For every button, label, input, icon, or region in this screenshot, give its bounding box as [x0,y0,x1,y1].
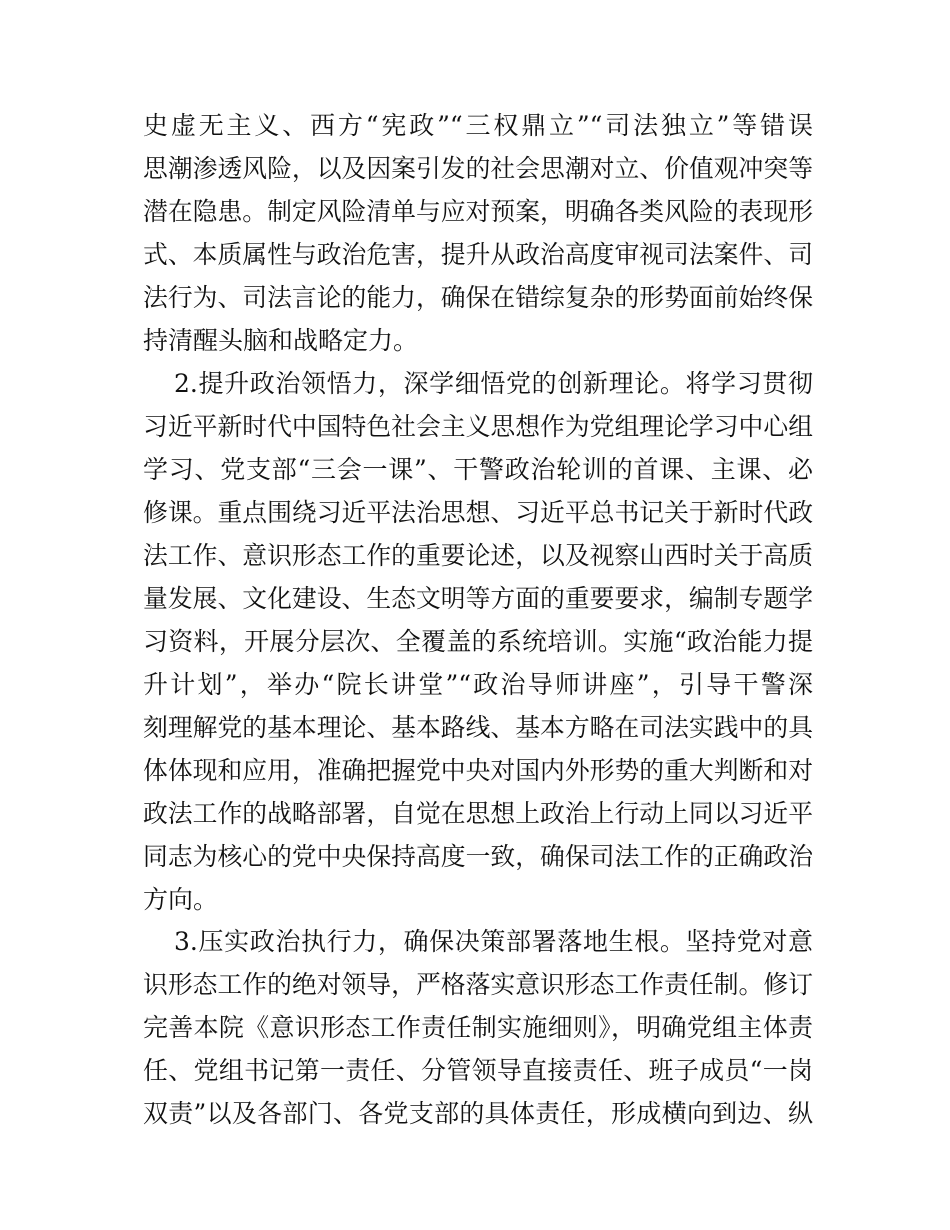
paragraph-3 [143,920,813,1135]
paragraph-2-line: 习资料，开展分层次、全覆盖的系统培训。实施“政治能力提 [143,627,813,656]
paragraph-3-line: 3.压实政治执行力，确保决策部署落地生根。坚持党对意 [174,927,813,956]
paragraph-3-line: 任、党组书记第一责任、分管领导直接责任、班子成员“一岗 [143,1056,813,1085]
paragraph-2-line: 学习、党支部“三会一课”、干警政治轮训的首课、主课、必 [143,455,813,484]
paragraph-2-line: 刻理解党的基本理论、基本路线、基本方略在司法实践中的具 [143,713,813,742]
paragraph-3-line: 双责”以及各部门、各党支部的具体责任，形成横向到边、纵 [143,1099,813,1128]
paragraph-1-line: 思潮渗透风险，以及因案引发的社会思潮对立、价值观冲突等 [143,154,813,183]
paragraph-2 [143,362,813,921]
paragraph-2-line: 2.提升政治领悟力，深学细悟党的创新理论。将学习贯彻 [174,369,813,398]
paragraph-1-line: 法行为、司法言论的能力，确保在错综复杂的形势面前始终保 [143,283,813,312]
paragraph-2-line: 方向。 [143,885,219,914]
paragraph-2-line: 修课。重点围绕习近平法治思想、习近平总书记关于新时代政 [143,498,813,527]
paragraph-2-line: 政法工作的战略部署，自觉在思想上政治上行动上同以习近平 [143,799,813,828]
paragraph-3-line: 完善本院《意识形态工作责任制实施细则》，明确党组主体责 [143,1013,813,1042]
paragraph-2-line: 升计划”，举办“院长讲堂”“政治导师讲座”，引导干警深 [143,670,813,699]
paragraph-2-line: 习近平新时代中国特色社会主义思想作为党组理论学习中心组 [143,412,813,441]
paragraph-2-line: 体体现和应用，准确把握党中央对国内外形势的重大判断和对 [143,756,813,785]
paragraph-1-line: 持清醒头脑和战略定力。 [143,326,419,355]
paragraph-1-line: 潜在隐患。制定风险清单与应对预案，明确各类风险的表现形 [143,197,813,226]
paragraph-2-line: 量发展、文化建设、生态文明等方面的重要要求，编制专题学 [143,584,813,613]
paragraph-1 [143,104,813,362]
paragraph-1-line: 式、本质属性与政治危害，提升从政治高度审视司法案件、司 [143,240,813,269]
paragraph-3-line: 识形态工作的绝对领导，严格落实意识形态工作责任制。修订 [143,970,813,999]
paragraph-2-line: 法工作、意识形态工作的重要论述，以及视察山西时关于高质 [143,541,813,570]
paragraph-1-line: 史虚无主义、西方“宪政”“三权鼎立”“司法独立”等错误 [143,111,813,140]
paragraph-2-line: 同志为核心的党中央保持高度一致，确保司法工作的正确政治 [143,842,813,871]
